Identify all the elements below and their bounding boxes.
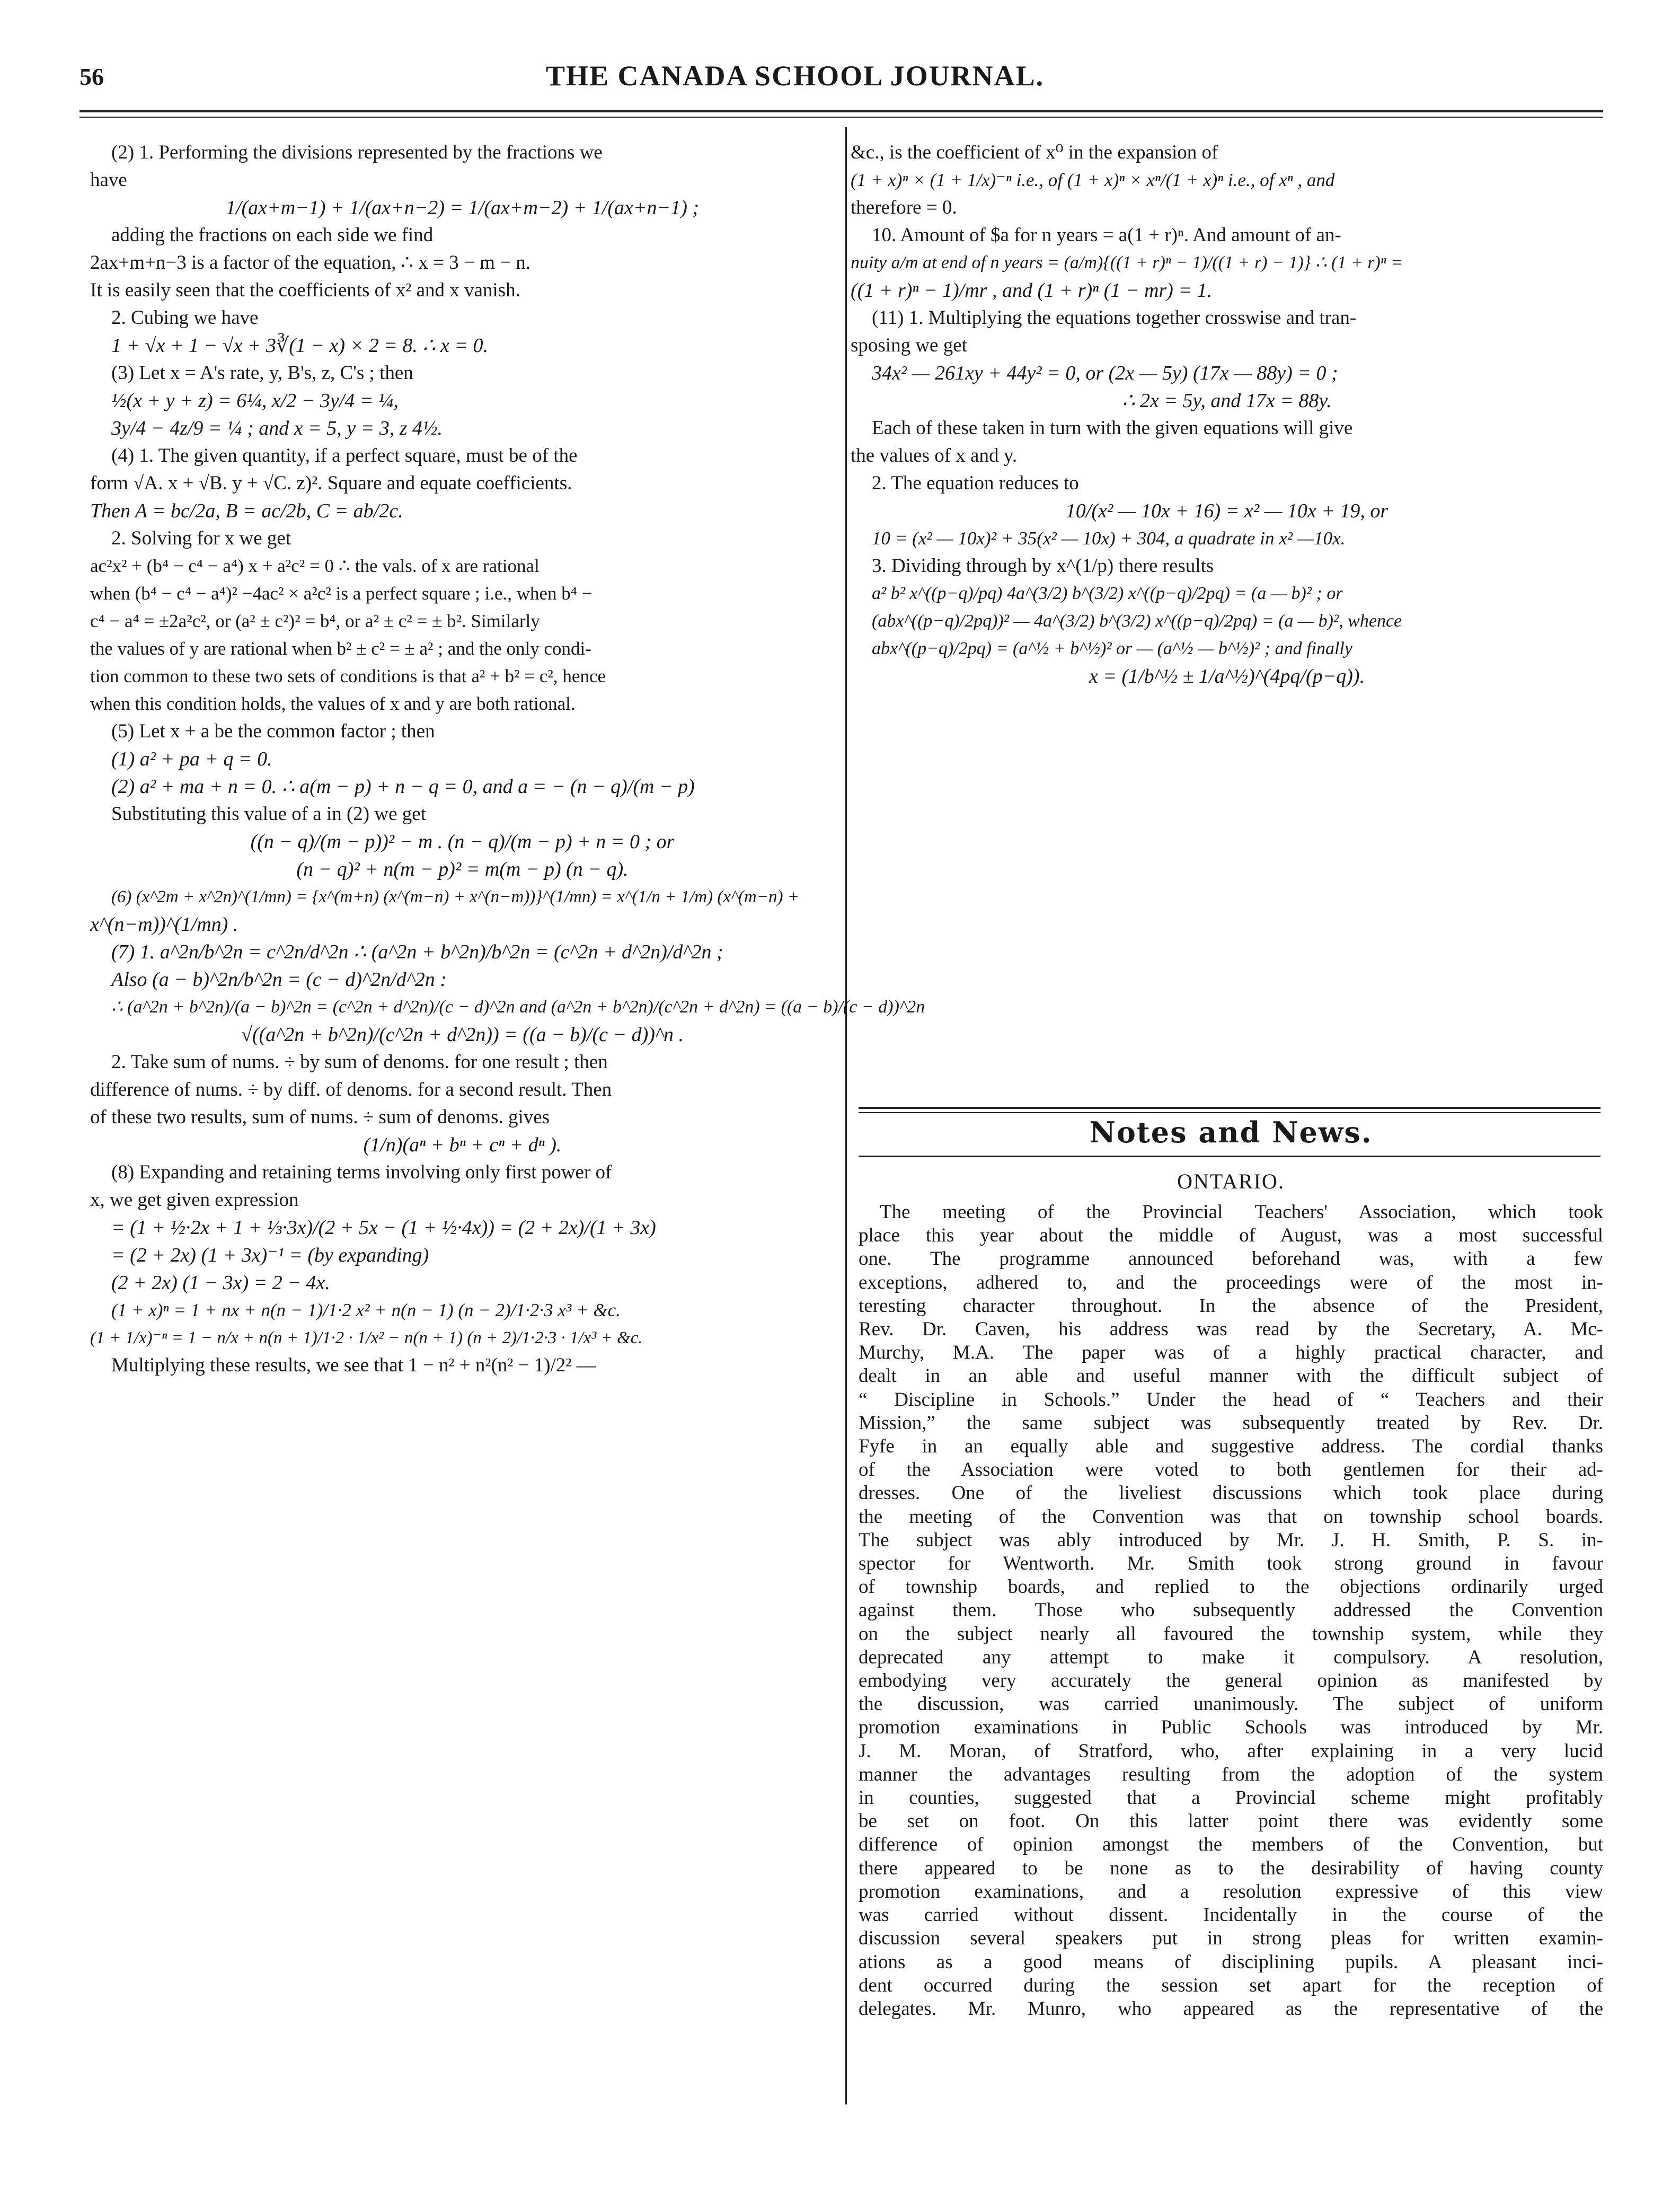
notes-rule-second [859, 1112, 1601, 1113]
right-equation: abx^((p−q)/2pq) = (a^½ + b^½)² or — (a^½ — b^½)² ; and finally [872, 639, 1352, 658]
left-equation: 3y/4 − 4z/9 = ¼ ; and x = 5, y = 3, z 4½. [111, 417, 443, 439]
right-equation: (abx^((p−q)/2pq))² — 4a^(3/2) b^(3/2) x^((p−q)/2pq) = (a — b)², whence [872, 611, 1402, 631]
left-equation: = (1 + ½·2x + 1 + ⅓·3x)/(2 + 5x − (1 + ½·4x)) = (2 + 2x)/(1 + 3x) [111, 1217, 656, 1239]
left-line: 2ax+m+n−3 is a factor of the equation, ∴ x = 3 − m − n. [90, 252, 531, 274]
left-equation: √((a^2n + b^2n)/(c^2n + d^2n)) = ((a − b)/(c − d))^n . [241, 1024, 684, 1046]
right-line: sposing we get [851, 334, 967, 356]
notes-line: against them. Those who subsequently addressed the Convention [859, 1599, 1603, 1622]
right-column [851, 139, 1603, 690]
left-line: when this condition holds, the values of x and y are both rational. [90, 693, 576, 714]
notes-line: was carried without dissent. Incidentally in the course of the [859, 1904, 1603, 1926]
notes-heading-rule [859, 1156, 1601, 1157]
notes-section [859, 1115, 1603, 2021]
notes-line: place this year about the middle of August, was a most successful [859, 1225, 1603, 1247]
left-line: 2. Take sum of nums. ÷ by sum of denoms. for one result ; then [111, 1051, 608, 1073]
left-line: Multiplying these results, we see that 1 − n² + n²(n² − 1)/2² — [111, 1354, 596, 1376]
left-line: (2) 1. Performing the divisions represented by the fractions we [111, 142, 603, 163]
left-line: It is easily seen that the coefficients of x² and x vanish. [90, 279, 520, 301]
right-line: &c., is the coefficient of x⁰ in the expansion of [851, 142, 1218, 163]
left-equation: (7) 1. a^2n/b^2n = c^2n/d^2n ∴ (a^2n + b^2n)/b^2n = (c^2n + d^2n)/d^2n ; [111, 941, 723, 963]
left-equation: Also (a − b)^2n/b^2n = (c − d)^2n/d^2n : [111, 968, 447, 991]
notes-line: difference of opinion amongst the members of the Convention, but [859, 1834, 1603, 1856]
notes-line: the discussion, was carried unanimously. The subject of uniform [859, 1693, 1603, 1715]
right-line: Each of these taken in turn with the given equations will give [872, 417, 1353, 439]
left-line: the values of y are rational when b² ± c² = ± a² ; and the only condi- [90, 638, 591, 659]
notes-line: embodying very accurately the general opinion as manifested by [859, 1670, 1603, 1692]
left-line: difference of nums. ÷ by diff. of denoms. for a second result. Then [90, 1079, 612, 1100]
column-divider [845, 127, 847, 2104]
notes-line: Rev. Dr. Caven, his address was read by the Secretary, A. Mc- [859, 1318, 1603, 1341]
notes-line: dresses. One of the liveliest discussions which took place during [859, 1482, 1603, 1504]
right-line: therefore = 0. [851, 197, 957, 218]
left-equation: (1) a² + pa + q = 0. [111, 748, 272, 770]
notes-line: of the Association were voted to both gentlemen for their ad- [859, 1459, 1603, 1481]
notes-line: The subject was ably introduced by Mr. J. H. Smith, P. S. in- [859, 1529, 1603, 1551]
notes-line: be set on foot. On this latter point there was evidently some [859, 1810, 1603, 1833]
right-equation: nuity a/m at end of n years = (a/m){((1 + r)ⁿ − 1)/((1 + r) − 1)} ∴ (1 + r)ⁿ = [851, 253, 1403, 272]
notes-line: Mission,” the same subject was subsequently treated by Rev. Dr. [859, 1412, 1603, 1434]
left-line: ac²x² + (b⁴ − c⁴ − a⁴) x + a²c² = 0 ∴ the vals. of x are rational [90, 556, 540, 576]
notes-line: dent occurred during the session set apart for the reception of [859, 1974, 1603, 1996]
right-equation: (1 + x)ⁿ × (1 + 1/x)⁻ⁿ i.e., of (1 + x)ⁿ × xⁿ/(1 + x)ⁿ i.e., of xⁿ , and [851, 170, 1335, 190]
left-equation: x^(n−m))^(1/mn) . [90, 913, 238, 936]
notes-line: deprecated any attempt to make it compulsory. A resolution, [859, 1646, 1603, 1668]
journal-title: THE CANADA SCHOOL JOURNAL. [546, 60, 1045, 92]
header-rule-top [79, 110, 1603, 112]
left-line: have [90, 169, 127, 191]
left-equation: ((n − q)/(m − p))² − m . (n − q)/(m − p) + n = 0 ; or [250, 831, 675, 853]
left-equation: 1 + √x + 1 − √x + 3∛(1 − x) × 2 = 8. ∴ x = 0. [111, 334, 489, 357]
notes-line: in counties, suggested that a Provincial scheme might profitably [859, 1787, 1603, 1809]
right-equation: 10/(x² — 10x + 16) = x² — 10x + 19, or [1065, 500, 1389, 522]
notes-rule-top [859, 1107, 1601, 1109]
notes-line: one. The programme announced beforehand was, with a few [859, 1248, 1603, 1270]
notes-line: discussion several speakers put in strong pleas for written examin- [859, 1927, 1603, 1950]
right-equation: x = (1/b^½ ± 1/a^½)^(4pq/(p−q)). [1089, 665, 1365, 688]
right-line: 3. Dividing through by x^(1/p) there results [872, 555, 1214, 577]
left-equation: Then A = bc/2a, B = ac/2b, C = ab/2c. [90, 500, 403, 522]
left-line: 2. Cubing we have [111, 307, 259, 329]
notes-line: the meeting of the Convention was that on township school boards. [859, 1505, 1603, 1528]
notes-line: manner the advantages resulting from the adoption of the system [859, 1763, 1603, 1785]
notes-line: The meeting of the Provincial Teachers' Association, which took [880, 1201, 1603, 1223]
right-equation: 34x² — 261xy + 44y² = 0, or (2x — 5y) (17x — 88y) = 0 ; [872, 362, 1338, 384]
notes-line: promotion examinations, and a resolution expressive of this view [859, 1880, 1603, 1902]
left-equation: (6) (x^2m + x^2n)^(1/mn) = {x^(m+n) (x^(m−n) + x^(n−m))}^(1/mn) = x^(1/n + 1/m) (x^(m−n) + [111, 887, 800, 906]
right-equation: ∴ 2x = 5y, and 17x = 88y. [1122, 390, 1332, 412]
left-line: adding the fractions on each side we find [111, 224, 434, 246]
left-line: (4) 1. The given quantity, if a perfect square, must be of the [111, 445, 578, 466]
left-equation: = (2 + 2x) (1 + 3x)⁻¹ = (by expanding) [111, 1244, 429, 1266]
notes-line: there appeared to be none as to the desirability of having county [859, 1857, 1603, 1879]
left-line: form √A. x + √B. y + √C. z)². Square and equate coefficients. [90, 472, 572, 494]
left-equation: (2) a² + ma + n = 0. ∴ a(m − p) + n − q = 0, and a = − (n − q)/(m − p) [111, 776, 695, 798]
notes-line: Murchy, M.A. The paper was of a highly practical character, and [859, 1342, 1603, 1364]
left-equation: ½(x + y + z) = 6¼, x/2 − 3y/4 = ¼, [111, 390, 399, 412]
left-line: 2. Solving for x we get [111, 527, 291, 549]
notes-line: teresting character throughout. In the absence of the President, [859, 1294, 1603, 1317]
left-line: (3) Let x = A's rate, y, B's, z, C's ; then [111, 362, 413, 384]
right-line: 10. Amount of $a for n years = a(1 + r)ⁿ. And amount of an- [872, 224, 1341, 246]
notes-line: spector for Wentworth. Mr. Smith took strong ground in favour [859, 1553, 1603, 1575]
notes-line: “ Discipline in Schools.” Under the head of “ Teachers and their [859, 1388, 1603, 1411]
left-line: c⁴ − a⁴ = ±2a²c², or (a² ± c²)² = b⁴, or a² ± c² = ± b². Similarly [90, 611, 540, 631]
left-line: of these two results, sum of nums. ÷ sum of denoms. gives [90, 1106, 550, 1128]
left-equation: 1/(ax+m−1) + 1/(ax+n−2) = 1/(ax+m−2) + 1/(ax+n−1) ; [225, 197, 700, 219]
notes-line: ations as a good means of disciplining pupils. A pleasant inci- [859, 1951, 1603, 1973]
left-line: Substituting this value of a in (2) we get [111, 803, 426, 825]
notes-line: Fyfe in an equally able and suggestive address. The cordial thanks [859, 1435, 1603, 1458]
notes-line: on the subject nearly all favoured the township system, while they [859, 1623, 1603, 1645]
header-rule-bottom [79, 117, 1603, 118]
notes-line: J. M. Moran, of Stratford, who, after explaining in a very lucid [859, 1740, 1603, 1762]
right-line: the values of x and y. [851, 445, 1018, 466]
left-equation: ∴ (a^2n + b^2n)/(a − b)^2n = (c^2n + d^2n)/(c − d)^2n and (a^2n + b^2n)/(c^2n + d^2n) = ((a − b)/(c − d))^2n [111, 997, 925, 1017]
left-line: tion common to these two sets of conditions is that a² + b² = c², hence [90, 666, 606, 686]
notes-line: exceptions, adhered to, and the proceedings were of the most in- [859, 1271, 1603, 1293]
left-equation: (1/n)(aⁿ + bⁿ + cⁿ + dⁿ ). [363, 1134, 562, 1156]
left-equation: (n − q)² + n(m − p)² = m(m − p) (n − q). [296, 858, 629, 880]
notes-heading: Notes and News. [1089, 1115, 1373, 1149]
left-line: (8) Expanding and retaining terms involving only first power of [111, 1161, 612, 1183]
right-line: 2. The equation reduces to [872, 472, 1079, 494]
notes-body [859, 1201, 1603, 2021]
right-equation: ((1 + r)ⁿ − 1)/mr , and (1 + r)ⁿ (1 − mr) = 1. [851, 279, 1212, 302]
left-line: x, we get given expression [90, 1189, 299, 1211]
left-line: (5) Let x + a be the common factor ; then [111, 720, 435, 742]
left-equation: (1 + 1/x)⁻ⁿ = 1 − n/x + n(n + 1)/1·2 · 1/x² − n(n + 1) (n + 2)/1·2·3 · 1/x³ + &c. [90, 1328, 643, 1347]
page-number: 56 [79, 63, 104, 90]
notes-subheading: ONTARIO. [1177, 1169, 1285, 1193]
right-equation: a² b² x^((p−q)/pq) 4a^(3/2) b^(3/2) x^((p−q)/2pq) = (a — b)² ; or [872, 584, 1343, 603]
left-line: when (b⁴ − c⁴ − a⁴)² −4ac² × a²c² is a perfect square ; i.e., when b⁴ − [90, 583, 593, 604]
right-line: (11) 1. Multiplying the equations together crosswise and tran- [872, 307, 1357, 329]
left-equation: (2 + 2x) (1 − 3x) = 2 − 4x. [111, 1272, 330, 1294]
notes-line: promotion examinations in Public Schools was introduced by Mr. [859, 1716, 1603, 1739]
notes-line: of township boards, and replied to the objections ordinarily urged [859, 1576, 1603, 1598]
right-equation: 10 = (x² — 10x)² + 35(x² — 10x) + 304, a quadrate in x² —10x. [872, 528, 1346, 549]
notes-line: dealt in an able and useful manner with the difficult subject of [859, 1365, 1603, 1387]
left-equation: (1 + x)ⁿ = 1 + nx + n(n − 1)/1·2 x² + n(n − 1) (n − 2)/1·2·3 x³ + &c. [111, 1300, 621, 1320]
notes-line: delegates. Mr. Munro, who appeared as the representative of the [859, 1997, 1603, 2020]
